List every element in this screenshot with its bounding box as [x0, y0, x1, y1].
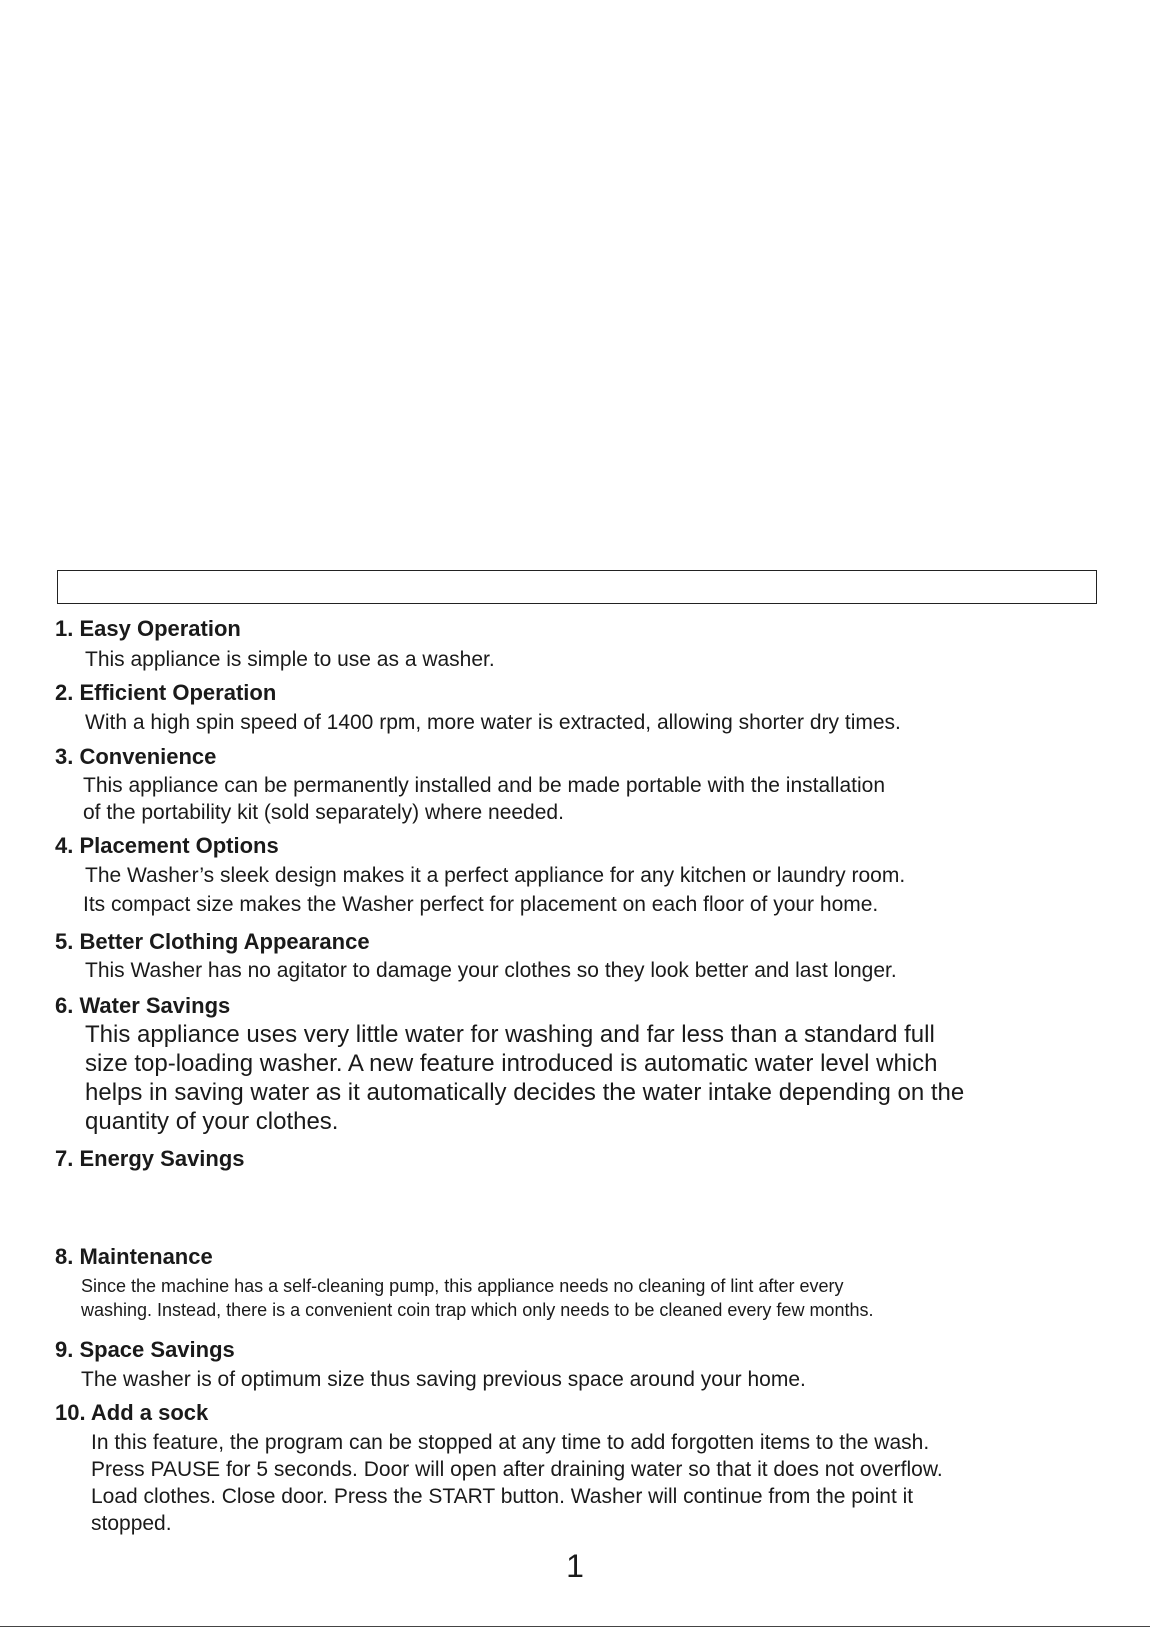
feature-text: This appliance is simple to use as a washer. — [85, 648, 495, 671]
feature-text: Its compact size makes the Washer perfect for placement on each floor of your home. — [83, 893, 879, 916]
feature-text: of the portability kit (sold separately) where needed. — [83, 801, 564, 824]
feature-heading: 1. Easy Operation — [55, 616, 241, 641]
feature-heading: 9. Space Savings — [55, 1337, 235, 1362]
feature-text: In this feature, the program can be stopped at any time to add forgotten items to the wash. — [91, 1431, 930, 1454]
feature-heading: 4. Placement Options — [55, 833, 279, 858]
feature-text: helps in saving water as it automatically decides the water intake depending on the — [85, 1079, 965, 1106]
feature-text: The Washer’s sleek design makes it a perfect appliance for any kitchen or laundry room. — [85, 864, 906, 887]
feature-text: Since the machine has a self-cleaning pump, this appliance needs no cleaning of lint after every — [81, 1276, 844, 1296]
feature-text: This appliance can be permanently installed and be made portable with the installation — [83, 774, 885, 797]
feature-heading: 3. Convenience — [55, 744, 217, 769]
feature-text: Load clothes. Close door. Press the START button. Washer will continue from the point it — [91, 1485, 914, 1508]
section-title-box — [57, 570, 1097, 604]
feature-heading: 7. Energy Savings — [55, 1146, 245, 1171]
feature-heading: 2. Efficient Operation — [55, 680, 277, 705]
feature-text: With a high spin speed of 1400 rpm, more water is extracted, allowing shorter dry times. — [85, 711, 901, 734]
feature-heading: 6. Water Savings — [55, 993, 231, 1018]
page-number: 1 — [566, 1548, 584, 1584]
feature-text: The washer is of optimum size thus saving previous space around your home. — [81, 1368, 806, 1391]
feature-heading: 10. Add a sock — [55, 1400, 209, 1425]
feature-text: stopped. — [91, 1512, 172, 1535]
feature-text: This appliance uses very little water for washing and far less than a standard full — [85, 1021, 935, 1048]
feature-heading: 8. Maintenance — [55, 1244, 213, 1269]
feature-text: quantity of your clothes. — [85, 1108, 339, 1135]
feature-text: washing. Instead, there is a convenient coin trap which only needs to be cleaned every few months. — [81, 1300, 874, 1320]
footer-rule — [0, 1626, 1150, 1627]
feature-text: This Washer has no agitator to damage your clothes so they look better and last longer. — [85, 959, 897, 982]
feature-text: Press PAUSE for 5 seconds. Door will open after draining water so that it does not overflow. — [91, 1458, 943, 1481]
feature-text: size top-loading washer. A new feature introduced is automatic water level which — [85, 1050, 938, 1077]
feature-heading: 5. Better Clothing Appearance — [55, 929, 370, 954]
